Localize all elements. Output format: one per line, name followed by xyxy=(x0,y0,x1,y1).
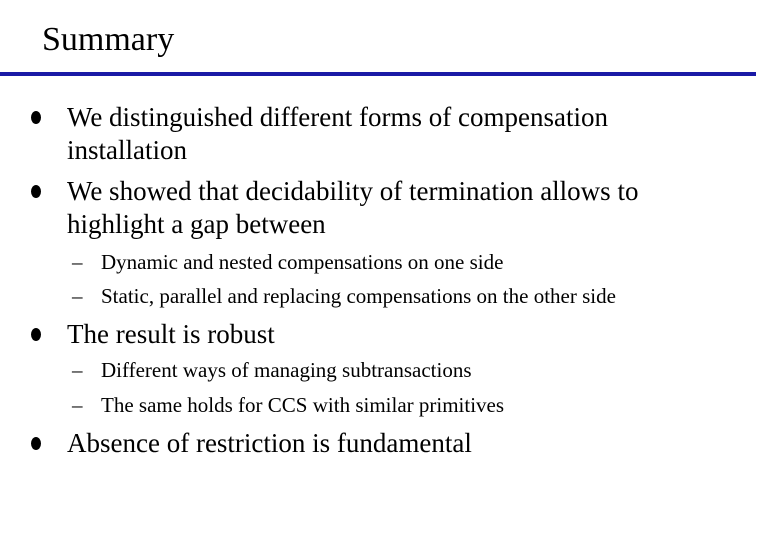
bullet-dot-icon xyxy=(31,328,41,341)
slide-title: Summary xyxy=(42,21,175,58)
sub-bullet-text: Dynamic and nested compensations on one side xyxy=(101,250,504,274)
bullet-dot-icon xyxy=(31,437,41,450)
bullet-dot-icon xyxy=(31,185,41,198)
bullet-text: We distinguished different forms of compensation installation xyxy=(67,102,608,165)
bullet-text: The result is robust xyxy=(67,319,275,349)
sub-bullet-text: Static, parallel and replacing compensations on the other side xyxy=(101,284,616,308)
bullet-dot-icon xyxy=(31,111,41,124)
bullet-text: Absence of restriction is fundamental xyxy=(67,428,472,458)
sub-bullet-dash: – xyxy=(72,358,83,382)
sub-bullet-dash: – xyxy=(72,393,83,417)
sub-bullet-text: Different ways of managing subtransactions xyxy=(101,358,472,382)
sub-bullet-dash: – xyxy=(72,250,83,274)
sub-bullet-text: The same holds for CCS with similar primitives xyxy=(101,393,505,417)
sub-bullet-dash: – xyxy=(72,284,83,308)
bullet-text: We showed that decidability of termination allows to highlight a gap between xyxy=(67,176,639,239)
